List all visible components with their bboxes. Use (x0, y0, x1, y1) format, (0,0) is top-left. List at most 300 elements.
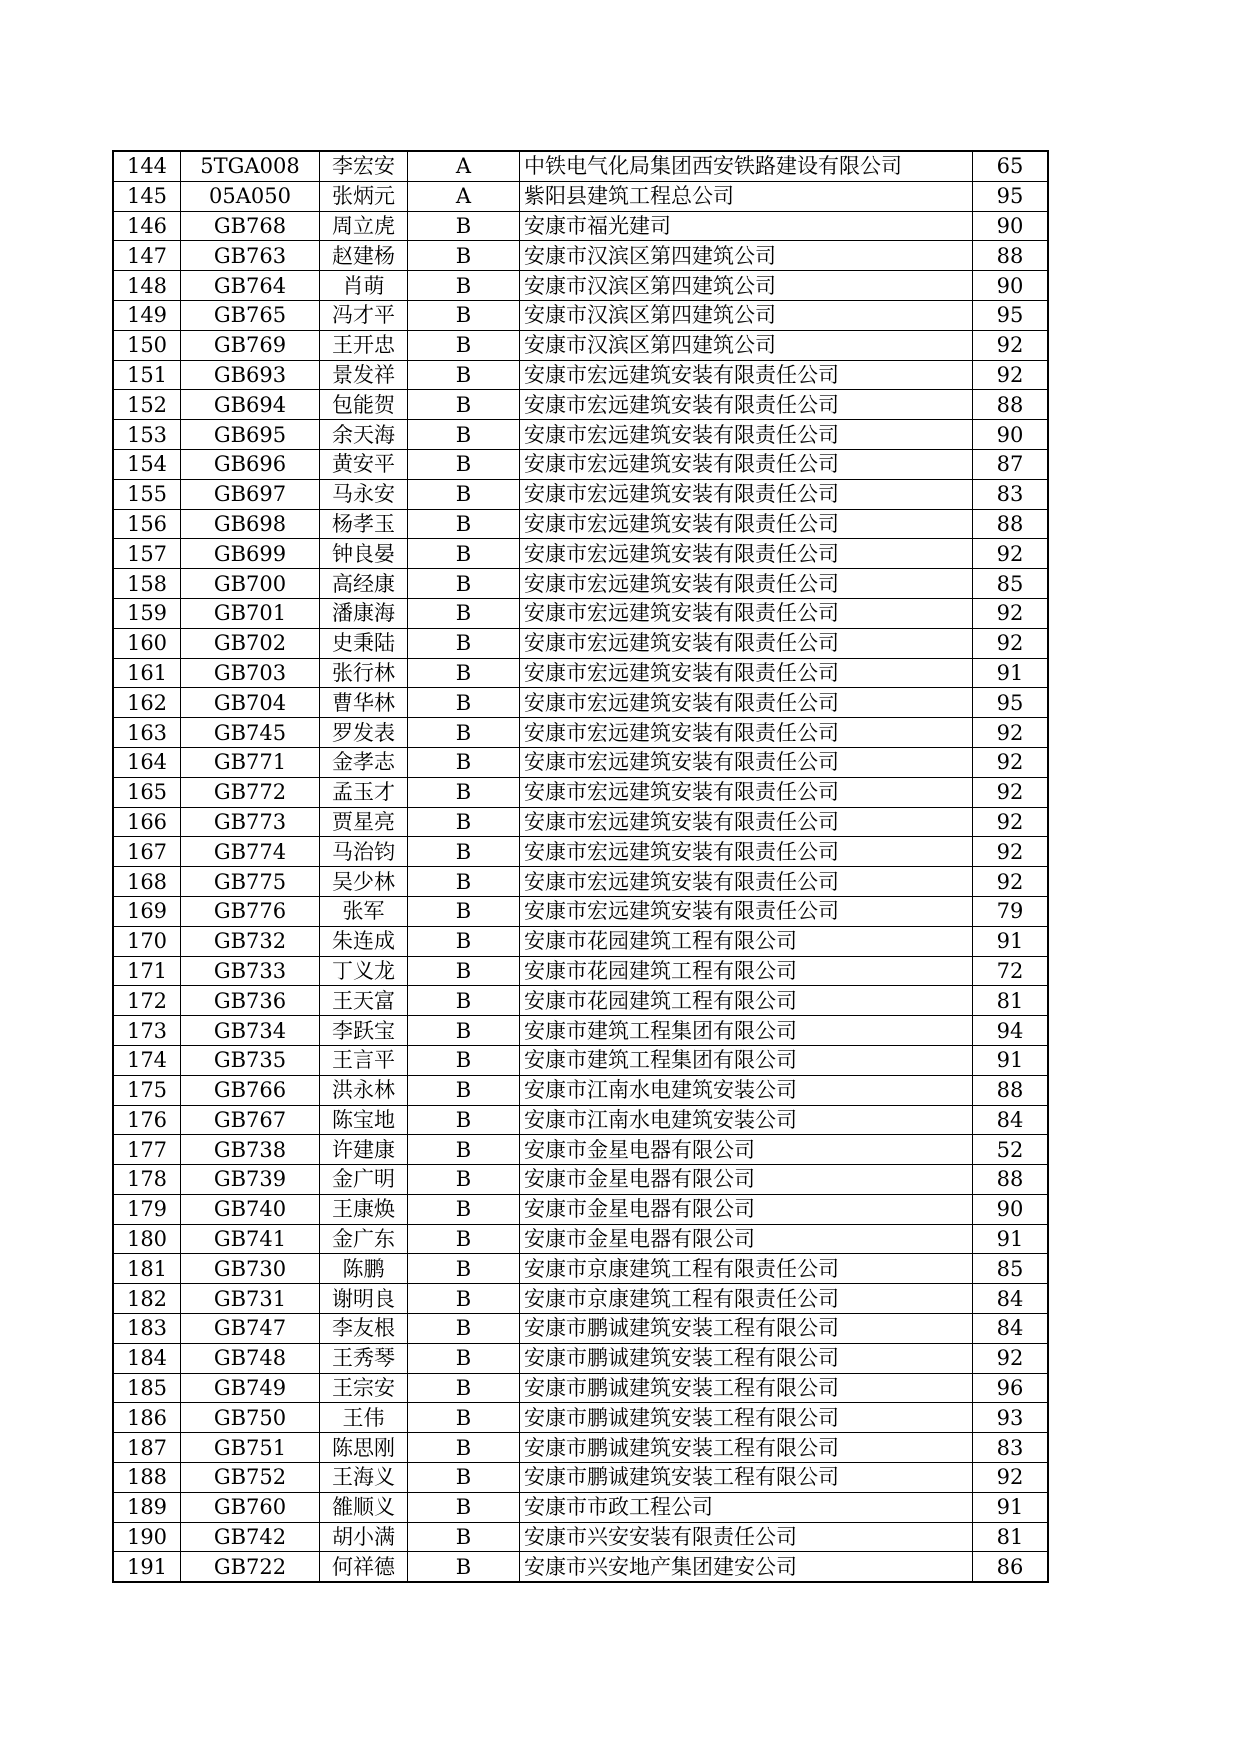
unit-cell: 安康市汉滨区第四建筑公司 (520, 241, 973, 271)
row-number-cell: 167 (113, 837, 181, 867)
person-name-cell: 金孝志 (320, 747, 408, 777)
score-cell: 72 (973, 956, 1049, 986)
table-row (113, 1165, 1048, 1195)
score-cell: 65 (973, 151, 1049, 181)
table-row (113, 390, 1048, 420)
row-number-cell: 175 (113, 1075, 181, 1105)
grade-cell: B (408, 718, 520, 748)
grade-cell: B (408, 1135, 520, 1165)
person-name-cell: 景发祥 (320, 360, 408, 390)
unit-cell: 安康市京康建筑工程有限责任公司 (520, 1284, 973, 1314)
score-cell: 92 (973, 598, 1049, 628)
table-row (113, 569, 1048, 599)
table-row (113, 1314, 1048, 1344)
grade-cell: B (408, 1165, 520, 1195)
code-cell: GB749 (181, 1373, 320, 1403)
unit-cell: 安康市汉滨区第四建筑公司 (520, 330, 973, 360)
grade-cell: B (408, 837, 520, 867)
score-cell: 92 (973, 718, 1049, 748)
unit-cell: 安康市市政工程公司 (520, 1492, 973, 1522)
table-row (113, 747, 1048, 777)
row-number-cell: 181 (113, 1254, 181, 1284)
unit-cell: 安康市花园建筑工程有限公司 (520, 926, 973, 956)
row-number-cell: 188 (113, 1463, 181, 1493)
unit-cell: 紫阳县建筑工程总公司 (520, 181, 973, 211)
person-name-cell: 谢明良 (320, 1284, 408, 1314)
code-cell: GB751 (181, 1433, 320, 1463)
grade-cell: B (408, 688, 520, 718)
row-number-cell: 169 (113, 896, 181, 926)
unit-cell: 安康市宏远建筑安装有限责任公司 (520, 628, 973, 658)
row-number-cell: 144 (113, 151, 181, 181)
row-number-cell: 162 (113, 688, 181, 718)
code-cell: GB747 (181, 1314, 320, 1344)
unit-cell: 安康市宏远建筑安装有限责任公司 (520, 479, 973, 509)
code-cell: GB752 (181, 1463, 320, 1493)
row-number-cell: 170 (113, 926, 181, 956)
person-name-cell: 马永安 (320, 479, 408, 509)
person-name-cell: 马治钧 (320, 837, 408, 867)
code-cell: GB771 (181, 747, 320, 777)
table-row (113, 1135, 1048, 1165)
grade-cell: B (408, 1284, 520, 1314)
row-number-cell: 190 (113, 1522, 181, 1552)
unit-cell: 安康市宏远建筑安装有限责任公司 (520, 598, 973, 628)
grade-cell: B (408, 956, 520, 986)
table-row (113, 1433, 1048, 1463)
table-row (113, 509, 1048, 539)
table-row (113, 837, 1048, 867)
unit-cell: 安康市宏远建筑安装有限责任公司 (520, 747, 973, 777)
code-cell: GB765 (181, 300, 320, 330)
person-name-cell: 包能贺 (320, 390, 408, 420)
table-row (113, 449, 1048, 479)
score-cell: 92 (973, 628, 1049, 658)
score-cell: 90 (973, 211, 1049, 241)
person-name-cell: 曹华林 (320, 688, 408, 718)
score-cell: 85 (973, 569, 1049, 599)
score-cell: 96 (973, 1373, 1049, 1403)
row-number-cell: 176 (113, 1105, 181, 1135)
unit-cell: 安康市宏远建筑安装有限责任公司 (520, 688, 973, 718)
table-row (113, 718, 1048, 748)
unit-cell: 安康市宏远建筑安装有限责任公司 (520, 896, 973, 926)
person-name-cell: 王秀琴 (320, 1343, 408, 1373)
score-cell: 88 (973, 390, 1049, 420)
row-number-cell: 147 (113, 241, 181, 271)
unit-cell: 安康市宏远建筑安装有限责任公司 (520, 420, 973, 450)
table-row (113, 1522, 1048, 1552)
code-cell: GB731 (181, 1284, 320, 1314)
score-cell: 84 (973, 1314, 1049, 1344)
code-cell: GB697 (181, 479, 320, 509)
table-row (113, 420, 1048, 450)
score-cell: 92 (973, 807, 1049, 837)
person-name-cell: 肖萌 (320, 271, 408, 301)
unit-cell: 安康市宏远建筑安装有限责任公司 (520, 390, 973, 420)
person-name-cell: 许建康 (320, 1135, 408, 1165)
table-row (113, 211, 1048, 241)
row-number-cell: 146 (113, 211, 181, 241)
person-name-cell: 王康焕 (320, 1194, 408, 1224)
person-name-cell: 王天富 (320, 986, 408, 1016)
table-row (113, 539, 1048, 569)
unit-cell: 安康市宏远建筑安装有限责任公司 (520, 569, 973, 599)
row-number-cell: 161 (113, 658, 181, 688)
grade-cell: B (408, 1343, 520, 1373)
unit-cell: 安康市鹏诚建筑安装工程有限公司 (520, 1343, 973, 1373)
grade-cell: B (408, 479, 520, 509)
table-row (113, 807, 1048, 837)
unit-cell: 安康市宏远建筑安装有限责任公司 (520, 658, 973, 688)
row-number-cell: 151 (113, 360, 181, 390)
person-name-cell: 李跃宝 (320, 1016, 408, 1046)
table-row (113, 628, 1048, 658)
score-cell: 88 (973, 241, 1049, 271)
code-cell: GB694 (181, 390, 320, 420)
grade-cell: B (408, 449, 520, 479)
code-cell: GB701 (181, 598, 320, 628)
unit-cell: 安康市宏远建筑安装有限责任公司 (520, 807, 973, 837)
score-cell: 90 (973, 1194, 1049, 1224)
score-cell: 90 (973, 271, 1049, 301)
grade-cell: B (408, 241, 520, 271)
unit-cell: 安康市兴安地产集团建安公司 (520, 1552, 973, 1582)
code-cell: GB769 (181, 330, 320, 360)
unit-cell: 安康市京康建筑工程有限责任公司 (520, 1254, 973, 1284)
table-body (113, 151, 1048, 1582)
table-row (113, 986, 1048, 1016)
row-number-cell: 164 (113, 747, 181, 777)
grade-cell: B (408, 1194, 520, 1224)
score-cell: 92 (973, 747, 1049, 777)
score-cell: 81 (973, 1522, 1049, 1552)
code-cell: GB732 (181, 926, 320, 956)
row-number-cell: 182 (113, 1284, 181, 1314)
code-cell: GB767 (181, 1105, 320, 1135)
row-number-cell: 153 (113, 420, 181, 450)
unit-cell: 安康市宏远建筑安装有限责任公司 (520, 777, 973, 807)
row-number-cell: 163 (113, 718, 181, 748)
score-cell: 92 (973, 837, 1049, 867)
code-cell: 05A050 (181, 181, 320, 211)
grade-cell: B (408, 569, 520, 599)
row-number-cell: 174 (113, 1045, 181, 1075)
code-cell: GB730 (181, 1254, 320, 1284)
unit-cell: 安康市金星电器有限公司 (520, 1135, 973, 1165)
unit-cell: 安康市鹏诚建筑安装工程有限公司 (520, 1433, 973, 1463)
row-number-cell: 168 (113, 867, 181, 897)
score-cell: 92 (973, 777, 1049, 807)
table-row (113, 1194, 1048, 1224)
grade-cell: B (408, 658, 520, 688)
score-cell: 86 (973, 1552, 1049, 1582)
data-table (112, 150, 1049, 1583)
score-cell: 79 (973, 896, 1049, 926)
code-cell: GB739 (181, 1165, 320, 1195)
grade-cell: B (408, 598, 520, 628)
code-cell: 5TGA008 (181, 151, 320, 181)
unit-cell: 安康市建筑工程集团有限公司 (520, 1016, 973, 1046)
person-name-cell: 金广东 (320, 1224, 408, 1254)
person-name-cell: 何祥德 (320, 1552, 408, 1582)
row-number-cell: 158 (113, 569, 181, 599)
person-name-cell: 陈宝地 (320, 1105, 408, 1135)
person-name-cell: 孟玉才 (320, 777, 408, 807)
person-name-cell: 杨孝玉 (320, 509, 408, 539)
grade-cell: B (408, 1045, 520, 1075)
unit-cell: 安康市宏远建筑安装有限责任公司 (520, 837, 973, 867)
code-cell: GB772 (181, 777, 320, 807)
score-cell: 91 (973, 926, 1049, 956)
table-row (113, 1105, 1048, 1135)
person-name-cell: 王开忠 (320, 330, 408, 360)
score-cell: 91 (973, 658, 1049, 688)
person-name-cell: 潘康海 (320, 598, 408, 628)
code-cell: GB773 (181, 807, 320, 837)
row-number-cell: 171 (113, 956, 181, 986)
row-number-cell: 156 (113, 509, 181, 539)
table-row (113, 1343, 1048, 1373)
code-cell: GB766 (181, 1075, 320, 1105)
score-cell: 92 (973, 1343, 1049, 1373)
row-number-cell: 184 (113, 1343, 181, 1373)
person-name-cell: 李友根 (320, 1314, 408, 1344)
score-cell: 92 (973, 330, 1049, 360)
table-row (113, 300, 1048, 330)
unit-cell: 安康市建筑工程集团有限公司 (520, 1045, 973, 1075)
grade-cell: B (408, 986, 520, 1016)
table-row (113, 867, 1048, 897)
table-row (113, 181, 1048, 211)
unit-cell: 安康市汉滨区第四建筑公司 (520, 300, 973, 330)
grade-cell: B (408, 628, 520, 658)
code-cell: GB736 (181, 986, 320, 1016)
person-name-cell: 赵建杨 (320, 241, 408, 271)
unit-cell: 安康市江南水电建筑安装公司 (520, 1105, 973, 1135)
person-name-cell: 陈鹏 (320, 1254, 408, 1284)
row-number-cell: 183 (113, 1314, 181, 1344)
score-cell: 85 (973, 1254, 1049, 1284)
row-number-cell: 155 (113, 479, 181, 509)
grade-cell: B (408, 807, 520, 837)
grade-cell: B (408, 1463, 520, 1493)
grade-cell: B (408, 390, 520, 420)
score-cell: 88 (973, 509, 1049, 539)
person-name-cell: 王海义 (320, 1463, 408, 1493)
person-name-cell: 周立虎 (320, 211, 408, 241)
grade-cell: B (408, 1105, 520, 1135)
code-cell: GB702 (181, 628, 320, 658)
row-number-cell: 173 (113, 1016, 181, 1046)
grade-cell: B (408, 1314, 520, 1344)
row-number-cell: 160 (113, 628, 181, 658)
grade-cell: B (408, 1522, 520, 1552)
row-number-cell: 159 (113, 598, 181, 628)
score-cell: 91 (973, 1224, 1049, 1254)
code-cell: GB750 (181, 1403, 320, 1433)
grade-cell: B (408, 1224, 520, 1254)
unit-cell: 安康市宏远建筑安装有限责任公司 (520, 718, 973, 748)
unit-cell: 安康市江南水电建筑安装公司 (520, 1075, 973, 1105)
code-cell: GB740 (181, 1194, 320, 1224)
row-number-cell: 172 (113, 986, 181, 1016)
code-cell: GB738 (181, 1135, 320, 1165)
unit-cell: 安康市兴安安装有限责任公司 (520, 1522, 973, 1552)
code-cell: GB703 (181, 658, 320, 688)
score-cell: 83 (973, 1433, 1049, 1463)
table-row (113, 1373, 1048, 1403)
score-cell: 93 (973, 1403, 1049, 1433)
row-number-cell: 187 (113, 1433, 181, 1463)
row-number-cell: 157 (113, 539, 181, 569)
person-name-cell: 张炳元 (320, 181, 408, 211)
unit-cell: 安康市花园建筑工程有限公司 (520, 986, 973, 1016)
grade-cell: B (408, 211, 520, 241)
person-name-cell: 李宏安 (320, 151, 408, 181)
unit-cell: 安康市宏远建筑安装有限责任公司 (520, 509, 973, 539)
row-number-cell: 179 (113, 1194, 181, 1224)
score-cell: 81 (973, 986, 1049, 1016)
table-row (113, 896, 1048, 926)
grade-cell: B (408, 867, 520, 897)
row-number-cell: 148 (113, 271, 181, 301)
code-cell: GB733 (181, 956, 320, 986)
code-cell: GB698 (181, 509, 320, 539)
row-number-cell: 178 (113, 1165, 181, 1195)
table-row (113, 1016, 1048, 1046)
grade-cell: B (408, 747, 520, 777)
score-cell: 92 (973, 1463, 1049, 1493)
person-name-cell: 黄安平 (320, 449, 408, 479)
code-cell: GB768 (181, 211, 320, 241)
unit-cell: 安康市宏远建筑安装有限责任公司 (520, 867, 973, 897)
row-number-cell: 145 (113, 181, 181, 211)
code-cell: GB699 (181, 539, 320, 569)
code-cell: GB734 (181, 1016, 320, 1046)
table-row (113, 1045, 1048, 1075)
person-name-cell: 王言平 (320, 1045, 408, 1075)
grade-cell: B (408, 777, 520, 807)
code-cell: GB742 (181, 1522, 320, 1552)
person-name-cell: 贾星亮 (320, 807, 408, 837)
grade-cell: B (408, 926, 520, 956)
grade-cell: B (408, 330, 520, 360)
code-cell: GB776 (181, 896, 320, 926)
code-cell: GB695 (181, 420, 320, 450)
code-cell: GB696 (181, 449, 320, 479)
person-name-cell: 雒顺义 (320, 1492, 408, 1522)
row-number-cell: 154 (113, 449, 181, 479)
row-number-cell: 186 (113, 1403, 181, 1433)
person-name-cell: 冯才平 (320, 300, 408, 330)
person-name-cell: 洪永林 (320, 1075, 408, 1105)
table-row (113, 479, 1048, 509)
grade-cell: B (408, 1403, 520, 1433)
unit-cell: 安康市金星电器有限公司 (520, 1165, 973, 1195)
row-number-cell: 177 (113, 1135, 181, 1165)
score-cell: 91 (973, 1492, 1049, 1522)
grade-cell: B (408, 420, 520, 450)
score-cell: 90 (973, 420, 1049, 450)
score-cell: 91 (973, 1045, 1049, 1075)
table-row (113, 688, 1048, 718)
score-cell: 95 (973, 300, 1049, 330)
row-number-cell: 166 (113, 807, 181, 837)
row-number-cell: 149 (113, 300, 181, 330)
person-name-cell: 朱连成 (320, 926, 408, 956)
table-row (113, 360, 1048, 390)
score-cell: 94 (973, 1016, 1049, 1046)
grade-cell: B (408, 360, 520, 390)
person-name-cell: 史秉陆 (320, 628, 408, 658)
score-cell: 92 (973, 360, 1049, 390)
unit-cell: 安康市宏远建筑安装有限责任公司 (520, 360, 973, 390)
unit-cell: 安康市鹏诚建筑安装工程有限公司 (520, 1314, 973, 1344)
unit-cell: 安康市金星电器有限公司 (520, 1224, 973, 1254)
person-name-cell: 王伟 (320, 1403, 408, 1433)
person-name-cell: 罗发表 (320, 718, 408, 748)
table-row (113, 1552, 1048, 1582)
row-number-cell: 191 (113, 1552, 181, 1582)
row-number-cell: 165 (113, 777, 181, 807)
unit-cell: 中铁电气化局集团西安铁路建设有限公司 (520, 151, 973, 181)
table-row (113, 271, 1048, 301)
score-cell: 84 (973, 1105, 1049, 1135)
code-cell: GB764 (181, 271, 320, 301)
row-number-cell: 185 (113, 1373, 181, 1403)
table-row (113, 1492, 1048, 1522)
grade-cell: B (408, 509, 520, 539)
code-cell: GB763 (181, 241, 320, 271)
table-row (113, 1075, 1048, 1105)
unit-cell: 安康市宏远建筑安装有限责任公司 (520, 539, 973, 569)
table-row (113, 1284, 1048, 1314)
code-cell: GB741 (181, 1224, 320, 1254)
code-cell: GB735 (181, 1045, 320, 1075)
score-cell: 84 (973, 1284, 1049, 1314)
row-number-cell: 189 (113, 1492, 181, 1522)
grade-cell: B (408, 271, 520, 301)
table-row (113, 241, 1048, 271)
code-cell: GB722 (181, 1552, 320, 1582)
unit-cell: 安康市鹏诚建筑安装工程有限公司 (520, 1373, 973, 1403)
score-cell: 88 (973, 1075, 1049, 1105)
score-cell: 83 (973, 479, 1049, 509)
unit-cell: 安康市鹏诚建筑安装工程有限公司 (520, 1403, 973, 1433)
grade-cell: B (408, 300, 520, 330)
code-cell: GB775 (181, 867, 320, 897)
unit-cell: 安康市宏远建筑安装有限责任公司 (520, 449, 973, 479)
table-row (113, 926, 1048, 956)
person-name-cell: 吴少林 (320, 867, 408, 897)
table-row (113, 1224, 1048, 1254)
person-name-cell: 王宗安 (320, 1373, 408, 1403)
person-name-cell: 余天海 (320, 420, 408, 450)
grade-cell: B (408, 1552, 520, 1582)
code-cell: GB774 (181, 837, 320, 867)
code-cell: GB748 (181, 1343, 320, 1373)
person-name-cell: 丁义龙 (320, 956, 408, 986)
grade-cell: B (408, 539, 520, 569)
unit-cell: 安康市金星电器有限公司 (520, 1194, 973, 1224)
table-row (113, 151, 1048, 181)
grade-cell: B (408, 1254, 520, 1284)
grade-cell: B (408, 1433, 520, 1463)
code-cell: GB745 (181, 718, 320, 748)
grade-cell: B (408, 1075, 520, 1105)
person-name-cell: 高经康 (320, 569, 408, 599)
